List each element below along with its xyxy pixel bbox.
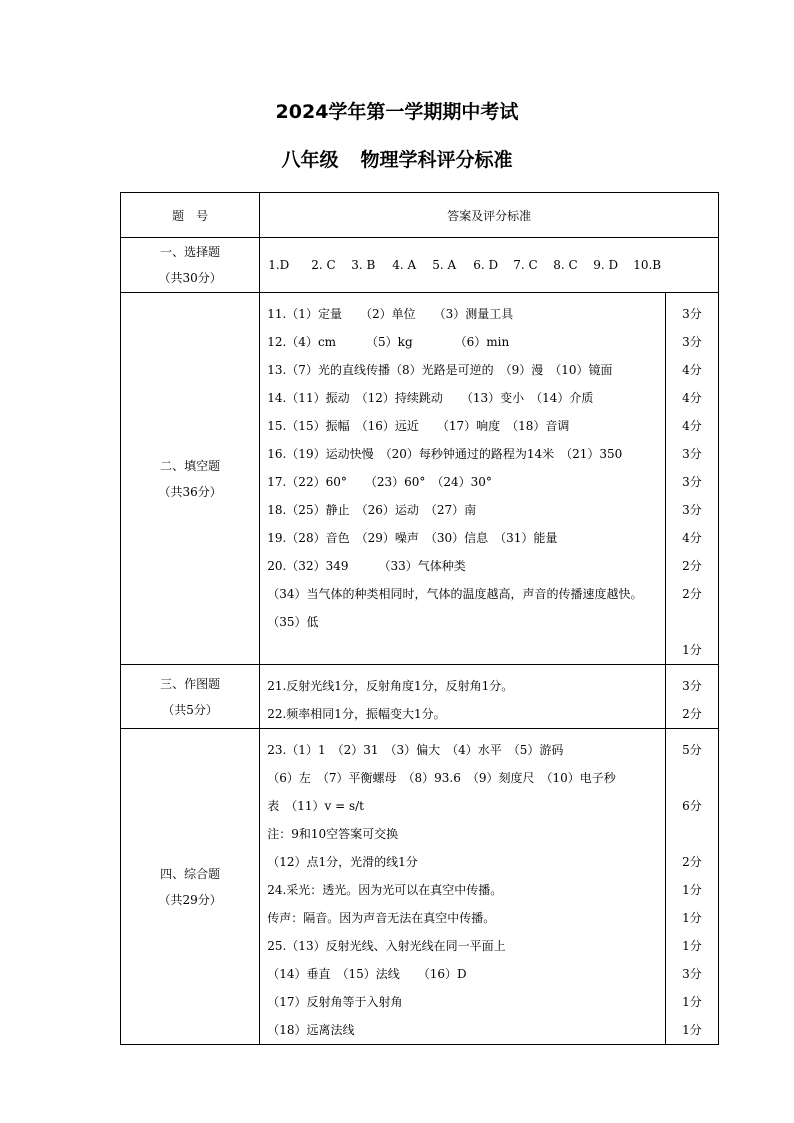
choice-answer: 10.B xyxy=(633,258,662,272)
score-cell: 1分 xyxy=(682,883,702,897)
score-cell: 4分 xyxy=(682,363,702,377)
section-name: 四、综合题 xyxy=(160,866,221,881)
answer-line: 15.（15）振幅 （16）远近 （17）响度 （18）音调 xyxy=(267,419,570,433)
document-subtitle xyxy=(0,145,794,172)
answer-line: 21.反射光线1分，反射角度1分，反射角1分。 xyxy=(267,679,514,693)
section-choice-row xyxy=(121,238,719,293)
answer-line: 23.（1）1 （2）31 （3）偏大 （4）水平 （5）游码 xyxy=(267,743,564,757)
score-cell: 5分 xyxy=(682,743,702,757)
choice-answer: 9. D xyxy=(593,258,619,272)
score-cell: 4分 xyxy=(682,391,702,405)
choice-answer: 6. D xyxy=(473,258,499,272)
answer-line: 表 （11）v = s/t xyxy=(267,799,364,813)
score-cell: 1分 xyxy=(682,995,702,1009)
subtitle-subject: 物理学科评分标准 xyxy=(360,149,513,171)
answer-line: （18）远离法线 xyxy=(267,1023,355,1037)
choice-answer: 1.D xyxy=(268,258,290,272)
score-cell: 3分 xyxy=(682,679,702,693)
table-header-row xyxy=(121,193,719,238)
answer-line: （6）左 （7）平衡螺母 （8）93.6 （9）刻度尺 （10）电子秒 xyxy=(267,771,616,785)
section-choice-label xyxy=(121,238,260,293)
fill-scores xyxy=(665,293,718,665)
comprehensive-answers xyxy=(260,729,666,1045)
score-cell: 2分 xyxy=(682,587,702,601)
answer-line: （14）垂直 （15）法线 （16）D xyxy=(267,967,467,981)
score-cell: 6分 xyxy=(682,799,702,813)
score-cell: 3分 xyxy=(682,447,702,461)
choice-answer: 7. C xyxy=(513,258,538,272)
score-cell: 3分 xyxy=(682,307,702,321)
score-cell xyxy=(666,820,718,848)
score-cell: 3分 xyxy=(682,967,702,981)
score-cell: 2分 xyxy=(682,855,702,869)
score-cell: 3分 xyxy=(682,503,702,517)
answer-line: （12）点1分，光滑的线1分 xyxy=(267,855,418,869)
fill-answers xyxy=(260,293,666,665)
score-cell: 2分 xyxy=(682,559,702,573)
section-comprehensive-row xyxy=(121,729,719,1045)
answer-line: 25.（13）反射光线、入射光线在同一平面上 xyxy=(267,939,506,953)
section-name: 三、作图题 xyxy=(160,676,221,691)
choice-answers xyxy=(260,238,719,293)
score-cell: 3分 xyxy=(682,335,702,349)
comprehensive-scores xyxy=(665,729,718,1045)
answer-line: 传声：隔音。因为声音无法在真空中传播。 xyxy=(267,911,496,925)
header-question-number: 题 号 xyxy=(121,193,260,238)
answer-line: 17.（22）60° （23）60° （24）30° xyxy=(267,475,492,489)
answer-line: （35）低 xyxy=(267,615,319,629)
header-answer-standard: 答案及评分标准 xyxy=(260,193,719,238)
section-total: （共29分） xyxy=(158,892,222,907)
answer-line: 11.（1）定量 （2）单位 （3）测量工具 xyxy=(267,307,514,321)
answer-line: 24.采光：透光。因为光可以在真空中传播。 xyxy=(267,883,503,897)
score-cell: 3分 xyxy=(682,475,702,489)
answer-line: （17）反射角等于入射角 xyxy=(267,995,403,1009)
answer-line: 注：9和10空答案可交换 xyxy=(267,827,399,841)
section-total: （共36分） xyxy=(158,484,222,499)
choice-answer: 2. C xyxy=(311,258,336,272)
document-title: 2024学年第一学期期中考试 xyxy=(275,101,519,123)
choice-answer: 5. A xyxy=(432,258,457,272)
score-cell: 1分 xyxy=(682,1023,702,1037)
answer-line: 16.（19）运动快慢 （20）每秒钟通过的路程为14米 （21）350 xyxy=(267,447,623,461)
choice-answer: 8. C xyxy=(553,258,578,272)
score-cell: 4分 xyxy=(682,419,702,433)
section-fill-label xyxy=(121,293,260,665)
answer-line: 20.（32）349 （33）气体种类 xyxy=(267,559,466,573)
score-cell xyxy=(666,764,718,792)
score-cell: 1分 xyxy=(682,643,702,657)
drawing-scores xyxy=(665,665,718,729)
drawing-answers xyxy=(260,665,666,729)
choice-answer: 4. A xyxy=(392,258,417,272)
score-cell: 4分 xyxy=(682,531,702,545)
section-total: （共30分） xyxy=(158,271,222,285)
answer-line: 12.（4）cm （5）kg （6）min xyxy=(267,335,510,349)
answer-line: 14.（11）振动 （12）持续跳动 （13）变小 （14）介质 xyxy=(267,391,594,405)
section-drawing-label xyxy=(121,665,260,729)
score-cell: 2分 xyxy=(682,707,702,721)
score-cell: 1分 xyxy=(682,939,702,953)
section-name: 二、填空题 xyxy=(160,458,221,473)
answer-line: 13.（7）光的直线传播（8）光路是可逆的 （9）漫 （10）镜面 xyxy=(267,363,613,377)
choice-answer: 3. B xyxy=(351,258,376,272)
subtitle-grade: 八年级 xyxy=(281,149,339,171)
answer-line: 22.频率相同1分，振幅变大1分。 xyxy=(267,707,446,721)
section-total: （共5分） xyxy=(162,702,218,717)
answer-line: （34）当气体的种类相同时，气体的温度越高，声音的传播速度越快。 xyxy=(267,587,643,601)
answer-line: 19.（28）音色 （29）噪声 （30）信息 （31）能量 xyxy=(267,531,558,545)
section-drawing-row xyxy=(121,665,719,729)
score-cell: 1分 xyxy=(682,911,702,925)
answer-line: 18.（25）静止 （26）运动 （27）南 xyxy=(267,503,477,517)
section-name: 一、选择题 xyxy=(160,245,221,259)
section-comprehensive-label xyxy=(121,729,260,1045)
section-fill-row xyxy=(121,293,719,665)
scoring-table xyxy=(120,192,719,1045)
